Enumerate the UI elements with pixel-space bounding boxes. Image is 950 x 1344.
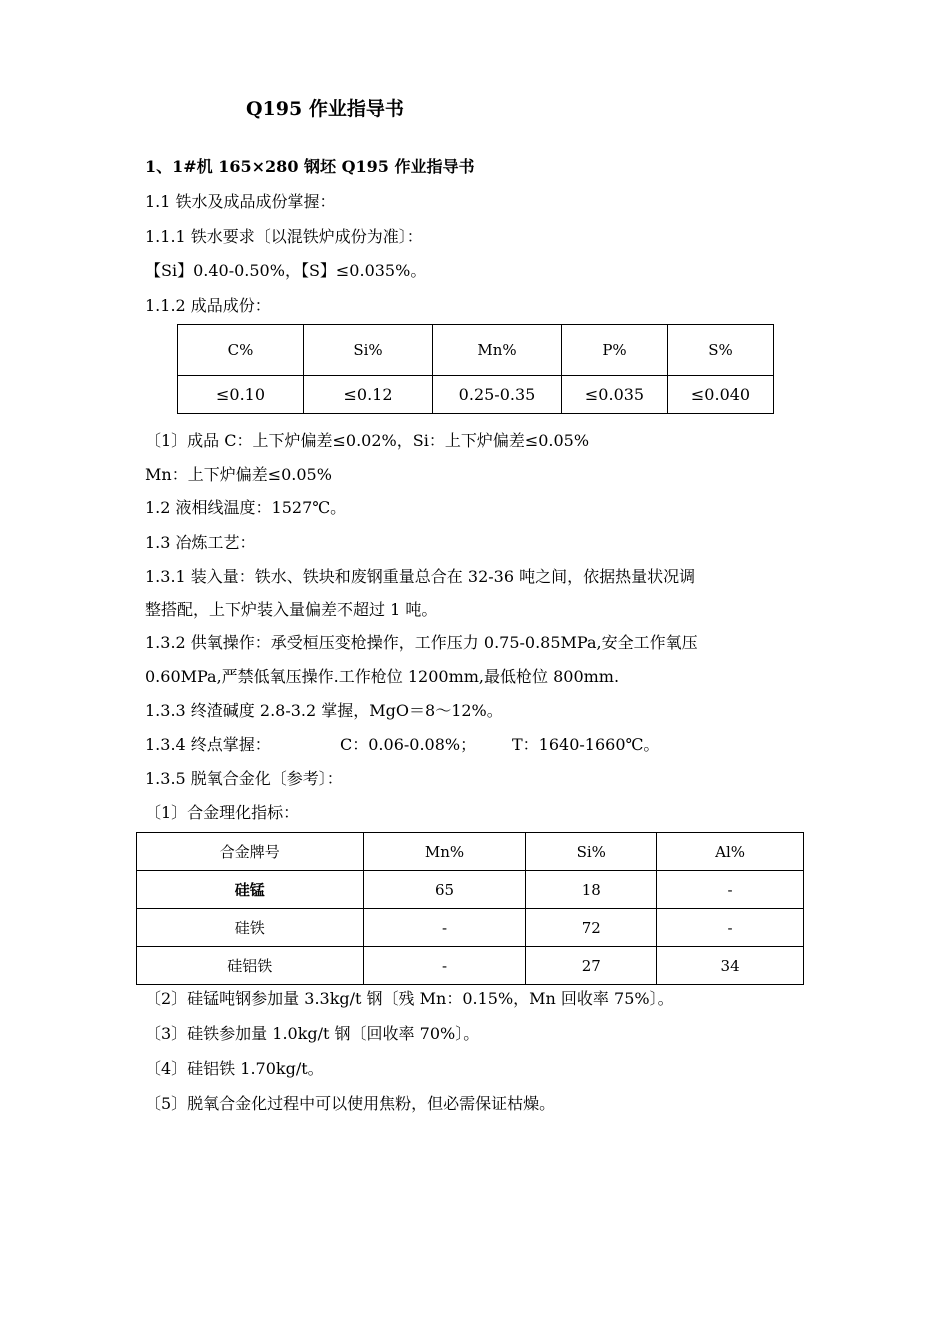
header-cell: Al% bbox=[657, 833, 804, 871]
header-cell: P% bbox=[562, 325, 668, 376]
alloy-header-row bbox=[137, 833, 804, 871]
section-1-1-2-heading: 1.1.2 成品成份： bbox=[145, 296, 271, 315]
section-1-3-1-line-2: 整搭配，上下炉装入量偏差不超过 1 吨。 bbox=[145, 600, 438, 619]
deviation-note-1: 〔1〕成品 C：上下炉偏差≤0.02%，Si：上下炉偏差≤0.05% bbox=[145, 431, 590, 450]
value-cell: 65 bbox=[363, 871, 526, 909]
value-cell: 72 bbox=[526, 909, 657, 947]
value-cell: - bbox=[363, 947, 526, 985]
table-row bbox=[137, 947, 804, 985]
table-row bbox=[137, 871, 804, 909]
section-1-3-3: 1.3.3 终渣碱度 2.8-3.2 掌握，MgO＝8～12%。 bbox=[145, 701, 503, 720]
alloy-item-2: 〔2〕硅锰吨钢参加量 3.3kg/t 钢〔残 Mn：0.15%，Mn 回收率 75%〕。 bbox=[145, 989, 674, 1008]
section-1-1-heading: 1.1 铁水及成品成份掌握： bbox=[145, 192, 336, 211]
iron-requirement: 【Si】0.40-0.50%，【S】≤0.035%。 bbox=[145, 261, 427, 280]
section-1-3-4-carbon: C：0.06-0.08%； bbox=[340, 735, 477, 754]
value-cell: - bbox=[657, 909, 804, 947]
alloy-intro: 〔1〕合金理化指标： bbox=[145, 803, 300, 822]
composition-value-row bbox=[178, 376, 774, 414]
composition-header-row bbox=[178, 325, 774, 376]
section-1-3-4-label: 1.3.4 终点掌握： bbox=[145, 735, 271, 754]
deviation-note-2: Mn：上下炉偏差≤0.05% bbox=[145, 465, 332, 484]
header-cell: Mn% bbox=[433, 325, 562, 376]
section-1-heading: 1、1#机 165×280 钢坯 Q195 作业指导书 bbox=[145, 157, 475, 176]
value-cell: - bbox=[657, 871, 804, 909]
document-title: Q195 作业指导书 bbox=[246, 98, 404, 120]
alloy-item-3: 〔3〕硅铁参加量 1.0kg/t 钢〔回收率 70%〕。 bbox=[145, 1024, 480, 1043]
value-cell: - bbox=[363, 909, 526, 947]
section-1-3-2-line-1: 1.3.2 供氧操作：承受桓压变枪操作，工作压力 0.75-0.85MPa,安全工作氧压 bbox=[145, 633, 698, 652]
alloy-name-cell: 硅铁 bbox=[137, 909, 364, 947]
value-cell: ≤0.040 bbox=[668, 376, 774, 414]
header-cell: 合金牌号 bbox=[137, 833, 364, 871]
section-1-2: 1.2 液相线温度：1527℃。 bbox=[145, 498, 347, 517]
composition-table bbox=[177, 324, 774, 414]
header-cell: S% bbox=[668, 325, 774, 376]
alloy-name-cell: 硅锰 bbox=[137, 871, 364, 909]
value-cell: ≤0.10 bbox=[178, 376, 304, 414]
section-1-3-heading: 1.3 冶炼工艺： bbox=[145, 533, 256, 552]
section-1-3-5-heading: 1.3.5 脱氧合金化〔参考〕： bbox=[145, 769, 343, 788]
section-1-3-4-temperature: T：1640-1660℃。 bbox=[512, 735, 660, 754]
alloy-item-5: 〔5〕脱氧合金化过程中可以使用焦粉，但必需保证枯燥。 bbox=[145, 1094, 556, 1113]
alloy-table bbox=[136, 832, 804, 985]
value-cell: 34 bbox=[657, 947, 804, 985]
value-cell: ≤0.12 bbox=[304, 376, 433, 414]
section-1-3-2-line-2: 0.60MPa,严禁低氧压操作.工作枪位 1200mm,最低枪位 800mm. bbox=[145, 667, 620, 686]
section-1-3-1-line-1: 1.3.1 装入量：铁水、铁块和废钢重量总合在 32-36 吨之间，依据热量状况调 bbox=[145, 567, 696, 586]
header-cell: Si% bbox=[304, 325, 433, 376]
value-cell: 0.25-0.35 bbox=[433, 376, 562, 414]
alloy-name-cell: 硅铝铁 bbox=[137, 947, 364, 985]
header-cell: Mn% bbox=[363, 833, 526, 871]
value-cell: ≤0.035 bbox=[562, 376, 668, 414]
value-cell: 27 bbox=[526, 947, 657, 985]
alloy-item-4: 〔4〕硅铝铁 1.70kg/t。 bbox=[145, 1059, 324, 1078]
header-cell: C% bbox=[178, 325, 304, 376]
section-1-1-1-heading: 1.1.1 铁水要求〔以混铁炉成份为准〕： bbox=[145, 227, 423, 246]
header-cell: Si% bbox=[526, 833, 657, 871]
value-cell: 18 bbox=[526, 871, 657, 909]
table-row bbox=[137, 909, 804, 947]
